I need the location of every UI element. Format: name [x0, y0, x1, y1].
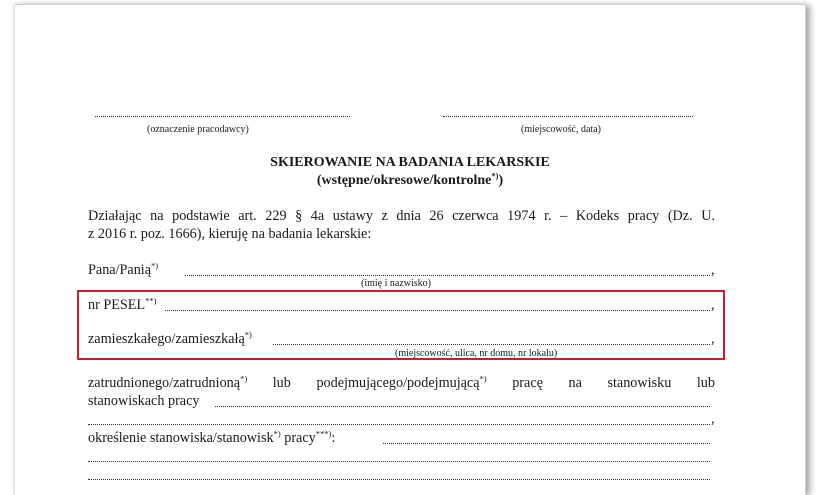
- employed-word-4: pracę: [512, 375, 543, 391]
- position-def-dotted-line-3[interactable]: [88, 479, 710, 480]
- intro-word: r.: [544, 208, 552, 224]
- positions-dotted-line-2[interactable]: [88, 424, 710, 425]
- subtitle-close: ): [498, 173, 504, 188]
- employed-word-1: zatrudnionego/zatrudnioną*): [88, 373, 248, 391]
- employer-caption: (oznaczenie pracodawcy): [147, 124, 249, 135]
- position-def-sup-1: *): [273, 428, 281, 439]
- intro-word: ustawy: [332, 208, 373, 224]
- employed-word-5: na: [568, 375, 582, 391]
- positions-comma: ,: [711, 411, 715, 427]
- pesel-label: [88, 297, 157, 314]
- intro-word: U.: [701, 208, 715, 224]
- address-label-text: zamieszkałego/zamieszkałą: [88, 331, 245, 347]
- intro-word: Kodeks: [575, 208, 620, 224]
- intro-word: 26: [429, 208, 444, 224]
- intro-word: 1974: [507, 208, 536, 224]
- employed-line: [88, 375, 715, 392]
- positions-dotted-line[interactable]: [215, 406, 710, 407]
- document-title: SKIEROWANIE NA BADANIA LEKARSKIE: [270, 155, 550, 170]
- place-date-caption: (miejscowość, data): [521, 124, 601, 135]
- document-page: [14, 4, 806, 495]
- employed-word-6: stanowisku: [607, 375, 672, 391]
- intro-word: §: [295, 208, 303, 224]
- intro-word: –: [560, 208, 568, 224]
- place-date-dotted-line: [443, 116, 693, 117]
- position-def-mid: pracy: [280, 430, 316, 446]
- name-label-sup: *): [151, 260, 159, 271]
- employed-word-7: lub: [696, 375, 715, 391]
- intro-word: (Dz.: [667, 208, 693, 224]
- intro-word: 229: [265, 208, 287, 224]
- position-def-sup-2: ***): [315, 428, 332, 439]
- position-def-dotted-line[interactable]: [383, 443, 710, 444]
- position-def-dotted-line-2[interactable]: [88, 461, 710, 462]
- intro-word: 4a: [310, 208, 325, 224]
- employed-sup-1: *): [240, 373, 248, 384]
- employed-word-3: podejmującego/podejmującą*): [316, 373, 487, 391]
- address-label-sup: *): [244, 329, 252, 340]
- name-label-text: Pana/Panią: [88, 262, 152, 278]
- document-subtitle: [15, 170, 805, 189]
- employer-dotted-line: [95, 116, 350, 117]
- pesel-label-text: nr PESEL: [88, 297, 146, 313]
- intro-word: pracy: [627, 208, 660, 224]
- pesel-label-sup: **): [145, 295, 157, 306]
- position-def-colon: :: [331, 430, 336, 446]
- address-caption: (miejscowość, ulica, nr domu, nr lokalu): [395, 348, 558, 359]
- name-caption: (imię i nazwisko): [361, 278, 431, 289]
- subtitle-text: (wstępne/okresowe/kontrolne: [316, 173, 492, 188]
- intro-word: na: [150, 208, 164, 224]
- intro-line-2: z 2016 r. poz. 1666), kieruję na badania lekarskie:: [88, 226, 372, 242]
- intro-word: Działając: [88, 208, 142, 224]
- intro-word: art.: [238, 208, 257, 224]
- pesel-comma: ,: [711, 297, 715, 313]
- address-comma: ,: [711, 331, 715, 347]
- name-label: [88, 262, 158, 279]
- intro-word: podstawie: [172, 208, 230, 224]
- name-comma: ,: [711, 262, 715, 278]
- intro-line-1: [88, 208, 715, 225]
- address-label: [88, 331, 252, 348]
- subtitle-sup: *): [491, 170, 499, 181]
- intro-word: czerwca: [452, 208, 499, 224]
- position-def-text: określenie stanowiska/stanowisk: [88, 430, 274, 446]
- position-def-label: [88, 430, 335, 447]
- address-dotted-line[interactable]: [273, 344, 710, 345]
- intro-word: z: [381, 208, 388, 224]
- pesel-dotted-line[interactable]: [165, 310, 710, 311]
- positions-label: stanowiskach pracy: [88, 393, 200, 409]
- employed-sup-2: *): [479, 373, 487, 384]
- employed-word-2: lub: [272, 375, 291, 391]
- intro-word: dnia: [396, 208, 421, 224]
- name-dotted-line[interactable]: [185, 275, 710, 276]
